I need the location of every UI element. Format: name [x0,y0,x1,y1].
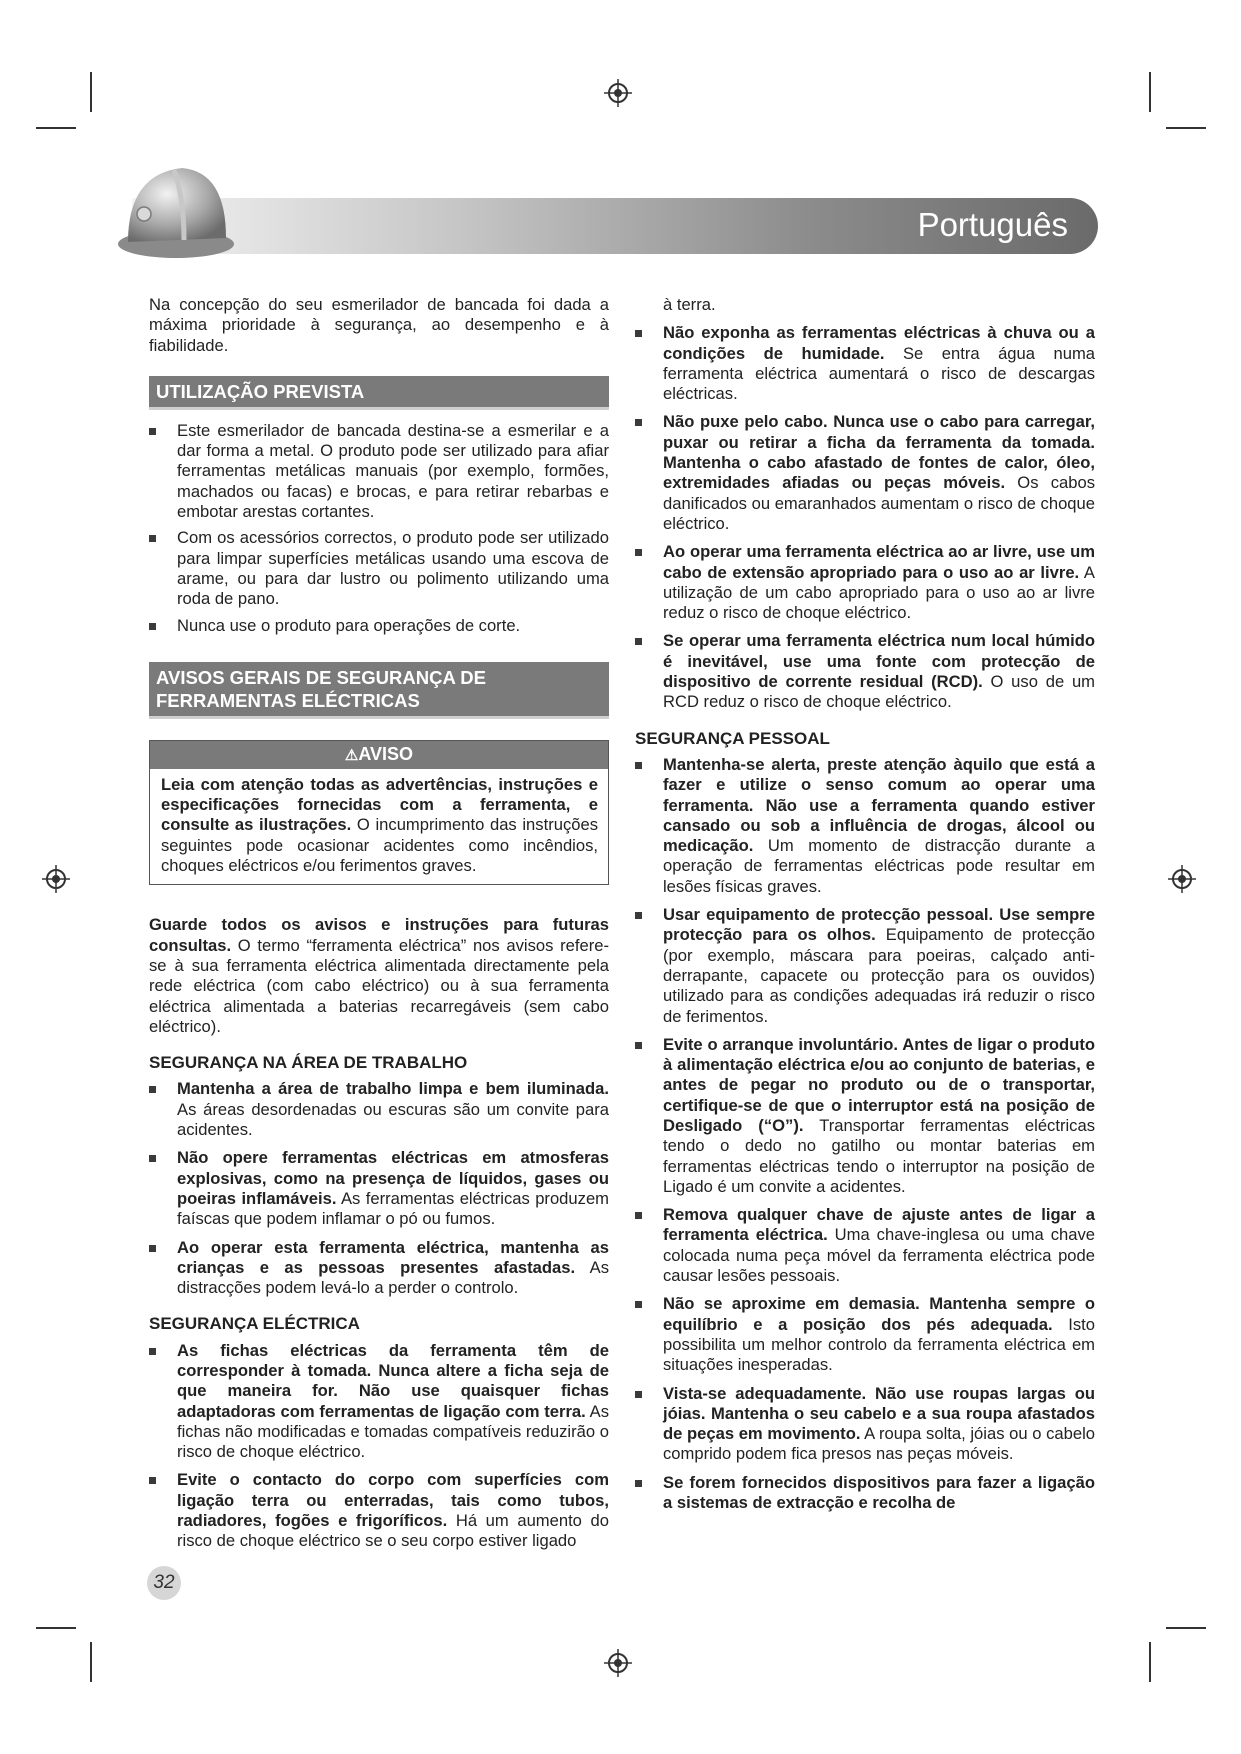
registration-mark-icon [1168,865,1196,893]
warning-text: Leia com atenção todas as advertências, instruções e especificações fornecidas com a ferramenta, e consulte as ilustrações. O incumprimento das instruções seguintes pode ocasionar acidentes como incêndios, choques eléctricos e/ou ferimentos graves. [161,774,599,876]
list-item: Evite o arranque involuntário. Antes de ligar o produto à alimentação eléctrica e/ou ao conjunto de baterias, e antes de pegar no produto ou de o transportar, certifique-se de que o interruptor está na posição de Desligado (“O”). Transportar ferramentas eléctricas tendo o dedo no gatilho ou montar baterias em ferramentas eléctricas tendo o interruptor na posição de Ligado é um convite a acidentes. [635,1035,1095,1197]
crop-mark [1166,127,1206,129]
registration-mark-icon [42,865,70,893]
crop-mark [36,1627,76,1629]
list-item: Vista-se adequadamente. Não use roupas largas ou jóias. Mantenha o seu cabelo e a sua roupa afastados de peças em movimento. A roupa solta, jóias ou o cabelo comprido podem fica presos nas peças móveis. [635,1384,1095,1465]
list-item: Mantenha a área de trabalho limpa e bem iluminada. As áreas desordenadas ou escuras são um convite para acidentes. [149,1079,609,1140]
registration-mark-icon [604,1649,632,1677]
electrical-safety-list-continued [635,323,1095,712]
list-item: Evite o contacto do corpo com superfícies com ligação terra ou enterradas, tais como tubos, radiadores, fogões e frigoríficos. Há um aumento do risco de choque eléctrico se o seu corpo estiver ligado [149,1470,609,1551]
section-heading-intended-use: UTILIZAÇÃO PREVISTA [149,376,609,407]
crop-mark [1166,1627,1206,1629]
crop-mark [90,72,92,112]
list-item: Ao operar uma ferramenta eléctrica ao ar livre, use um cabo de extensão apropriado para o uso ao ar livre. A utilização de um cabo apropriado para o uso ao ar livre reduz o risco de choque eléctrico. [635,542,1095,623]
electrical-safety-heading: SEGURANÇA ELÉCTRICA [149,1314,360,1334]
list-item: Mantenha-se alerta, preste atenção àquilo que está a fazer e utilize o senso comum ao operar uma ferramenta. Não use a ferramenta quando estiver cansado ou sob a influência de drogas, álcool ou medicação. Um momento de distracção durante a operação de ferramentas eléctricas pode resultar em lesões físicas graves. [635,755,1095,897]
electrical-safety-list [149,1341,609,1552]
crop-mark [90,1642,92,1682]
list-item: Não se aproxime em demasia. Mantenha sempre o equilíbrio e a posição dos pés adequada. Isto possibilita um melhor controlo da ferramenta eléctrica em situações inesperadas. [635,1294,1095,1375]
list-item: Ao operar esta ferramenta eléctrica, mantenha as crianças e as pessoas presentes afastadas. As distracções podem levá-lo a perder o controlo. [149,1238,609,1299]
list-item: Nunca use o produto para operações de corte. [149,616,609,636]
work-area-heading: SEGURANÇA NA ÁREA DE TRABALHO [149,1053,468,1073]
language-title: Português [917,206,1068,243]
list-item: Não puxe pelo cabo. Nunca use o cabo para carregar, puxar ou retirar a ficha da ferramenta da tomada. Mantenha o cabo afastado de fontes de calor, óleo, extremidades afiadas ou peças móveis. Os cabos danificados ou emaranhados aumentam o risco de choque eléctrico. [635,412,1095,534]
work-area-list [149,1079,609,1298]
list-item: Se forem fornecidos dispositivos para fazer a ligação a sistemas de extracção e recolha de [635,1473,1095,1514]
right-column [635,295,1095,1513]
list-item: As fichas eléctricas da ferramenta têm de corresponder à tomada. Nunca altere a ficha seja de que maneira for. Não use quaisquer fichas adaptadoras com ferramentas de ligação com terra. As fichas não modificadas e tomadas compatíveis reduzirão o risco de choque eléctrico. [149,1341,609,1463]
personal-safety-list [635,755,1095,1513]
warning-box [149,740,609,885]
continuation-text: à terra. [663,295,716,314]
left-column [149,295,609,1552]
keep-instructions-paragraph: Guarde todos os avisos e instruções para futuras consultas. O termo “ferramenta eléctrica” nos avisos refere-se à sua ferramenta eléctrica alimentada directamente pela rede eléctrica (com cabo eléctrico) ou à sua ferramenta eléctrica alimentada a baterias recarregáveis (sem cabo eléctrico). [149,915,609,1036]
list-item: Não opere ferramentas eléctricas em atmosferas explosivas, como na presença de líquidos, gases ou poeiras inflamáveis. As ferramentas eléctricas produzem faíscas que podem inflamar o pó ou fumos. [149,1148,609,1229]
list-item: Se operar uma ferramenta eléctrica num local húmido é inevitável, use uma fonte com protecção de dispositivo de corrente residual (RCD). O uso de um RCD reduz o risco de choque eléctrico. [635,631,1095,712]
list-item: Usar equipamento de protecção pessoal. Use sempre protecção para os olhos. Equipamento de protecção (por exemplo, máscara para poeiras, calçado anti-derrapante, capacete ou protecção para os ouvidos) utilizado para as condições adequadas irá reduzir o risco de ferimentos. [635,905,1095,1027]
registration-mark-icon [604,79,632,107]
crop-mark [1149,72,1151,112]
crop-mark [1149,1642,1151,1682]
safety-helmet-icon [114,158,234,262]
list-item: Este esmerilador de bancada destina-se a esmerilar e a dar forma a metal. O produto pode ser utilizado para afiar ferramentas metálicas manuais (por exemplo, formões, machados ou facas) e brocas, e para retirar rebarbas e embotar arestas cortantes. [149,421,609,522]
page-number: 32 [147,1566,181,1600]
list-item: Não exponha as ferramentas eléctricas à chuva ou a condições de humidade. Se entra água numa ferramenta eléctrica aumentará o risco de descargas eléctricas. [635,323,1095,404]
warning-title: AVISO [358,743,414,764]
intro-paragraph: Na concepção do seu esmerilador de bancada foi dada a máxima prioridade à segurança, ao desempenho e à fiabilidade. [149,295,609,355]
warning-header [150,741,608,769]
warning-triangle-icon: ⚠ [344,746,359,764]
section-heading-general-safety: AVISOS GERAIS DE SEGURANÇA DE FERRAMENTAS ELÉCTRICAS [149,662,609,716]
crop-mark [36,127,76,129]
list-item: Remova qualquer chave de ajuste antes de ligar a ferramenta eléctrica. Uma chave-inglesa ou uma chave colocada numa peça móvel da ferramenta eléctrica pode causar lesões pessoais. [635,1205,1095,1286]
list-item: Com os acessórios correctos, o produto pode ser utilizado para limpar superfícies metálicas usando uma escova de arame, ou para dar lustro ou polimento utilizando uma roda de pano. [149,528,609,609]
personal-safety-heading: SEGURANÇA PESSOAL [635,728,830,748]
language-header-band [132,198,1098,254]
intended-use-list [149,421,609,636]
